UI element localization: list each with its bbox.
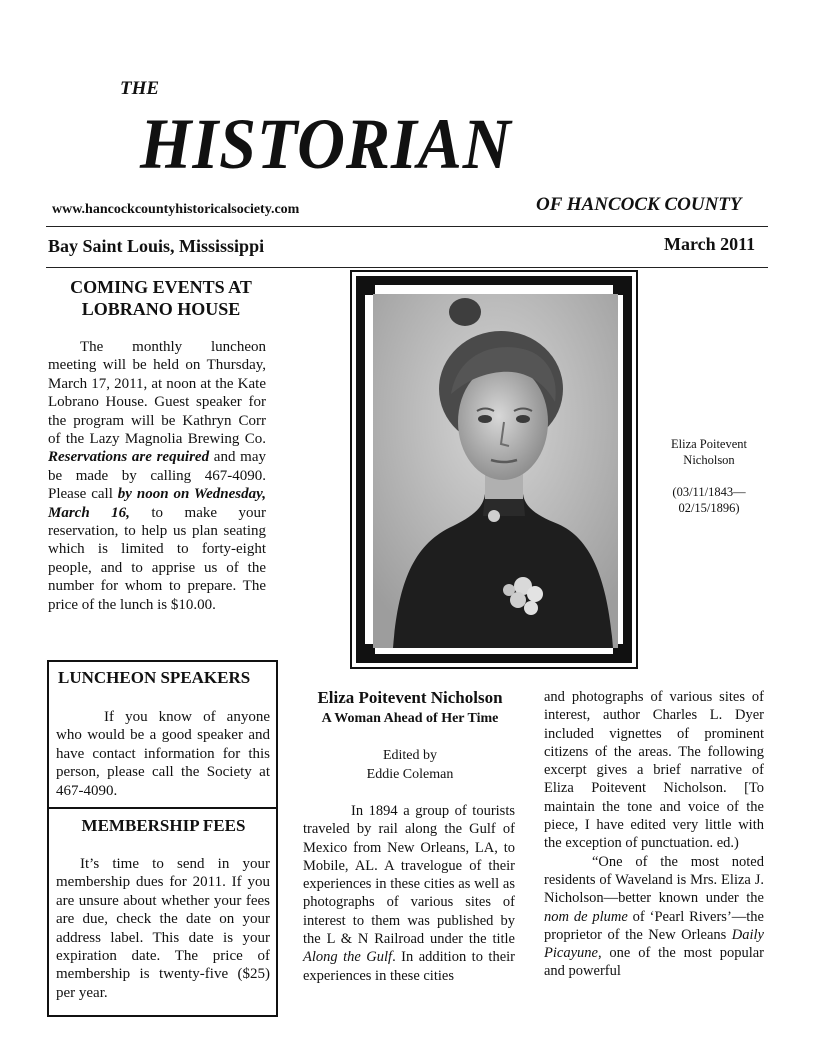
caption-name-line1: Eliza Poitevent — [670, 437, 748, 451]
masthead-rule-bottom — [46, 267, 768, 268]
caption-name-line2: Nicholson — [683, 453, 735, 467]
article-quote-2: of ‘Pearl Rivers’—the proprietor of the New Orleans — [544, 908, 764, 943]
masthead-rule-top — [46, 226, 768, 227]
photo-caption — [652, 436, 766, 516]
deadline-emphasis: by noon on Wednesday, March 16, — [48, 486, 266, 521]
masthead-the: THE — [120, 78, 160, 99]
article-quote-emphasis-1: nom de plume — [544, 908, 628, 925]
coming-events-body — [48, 338, 266, 614]
luncheon-speakers-text: If you know of anyone who would be a good speaker and have contact information for this person, please call the Society at 467-4090. — [56, 709, 270, 799]
article-text-1: In 1894 a group of tourists traveled by rail along the Gulf of Mexico from New Orleans, LA, to Mobile, AL. A travelogue of their experiences in these cities as well as photographs of various sites of interest to them was published by the L & N Railroad under the title — [303, 803, 515, 948]
website-link[interactable]: www.hancockcountyhistoricalsociety.com — [52, 202, 300, 217]
photo-frame-bar-bottom — [356, 654, 632, 663]
editor-name: Eddie Coleman — [366, 767, 454, 782]
article-text-2: . In addition to their experiences in these cities — [303, 949, 515, 984]
luncheon-speakers-heading: LUNCHEON SPEAKERS — [58, 668, 251, 687]
article-byline — [300, 746, 520, 784]
article-title: Eliza Poitevent Nicholson — [317, 688, 503, 707]
coming-events-heading-line2: LOBRANO HOUSE — [81, 299, 241, 319]
reservations-required-emphasis: Reservations are required — [48, 449, 210, 466]
location: Bay Saint Louis, Mississippi — [48, 236, 265, 256]
coming-events-text-1: The monthly luncheon meeting will be held on Thursday, March 17, 2011, at noon at the Kate Lobrano House. Guest speaker for the program will be Kathryn Corr of the Lazy Magnolia Brewing Co. — [48, 339, 266, 448]
coming-events-text-3: to make your reservation, to help us plan seating which is limited to forty-eight people, and to apprise us of the number for whom to prepare. The price of the lunch is $10.00. — [48, 504, 266, 613]
coming-events-heading — [48, 276, 274, 320]
article-column-middle — [303, 802, 515, 985]
masthead-subtitle: OF HANCOCK COUNTY — [536, 194, 742, 215]
photo-frame-bar-top — [356, 276, 632, 285]
article-text-3: and photographs of various sites of interest, author Charles L. Dyer included vignettes of prominent citizens of the areas. The following excerpt gives a brief narrative of Eliza Poitevent Nicholson. [To maintain the tone and voice of the piece, I have edited very little with the exception of punctuation. ed.) — [544, 689, 764, 852]
membership-fees-text: It’s time to send in your membership dues for 2011. If you are unsure about whether your fees are due, check the date on your address label. This date is your expiration date. The price of membership is twenty-five ($25) per year. — [56, 856, 270, 1001]
caption-dates-line2: 02/15/1896) — [678, 501, 740, 515]
article-quote-1: “One of the most noted residents of Waveland is Mrs. Eliza J. Nicholson—better known under the — [544, 853, 764, 907]
coming-events-heading-line1: COMING EVENTS AT — [70, 277, 252, 297]
issue-date: March 2011 — [664, 234, 756, 254]
edited-by-label: Edited by — [382, 748, 438, 763]
article-column-right — [544, 688, 764, 981]
article-quote-emphasis-2: Daily Picayune — [544, 926, 764, 962]
coming-events-text-2: and may be made by calling 467-4090. Please call — [48, 449, 266, 503]
portrait-photo — [373, 294, 618, 648]
photo-frame-bar-left — [356, 276, 365, 663]
article-quote-3: , one of the most popular and powerful — [544, 945, 764, 980]
membership-fees-heading: MEMBERSHIP FEES — [81, 816, 246, 835]
masthead-title: HISTORIAN — [140, 104, 512, 184]
membership-fees-body — [56, 855, 270, 1002]
article-subtitle: A Woman Ahead of Her Time — [321, 711, 499, 726]
photo-frame-bar-right — [623, 276, 632, 663]
luncheon-speakers-body — [56, 708, 270, 800]
article-book-title: Along the Gulf — [303, 949, 393, 966]
portrait-illustration — [373, 294, 618, 648]
caption-dates-line1: (03/11/1843— — [672, 485, 746, 499]
